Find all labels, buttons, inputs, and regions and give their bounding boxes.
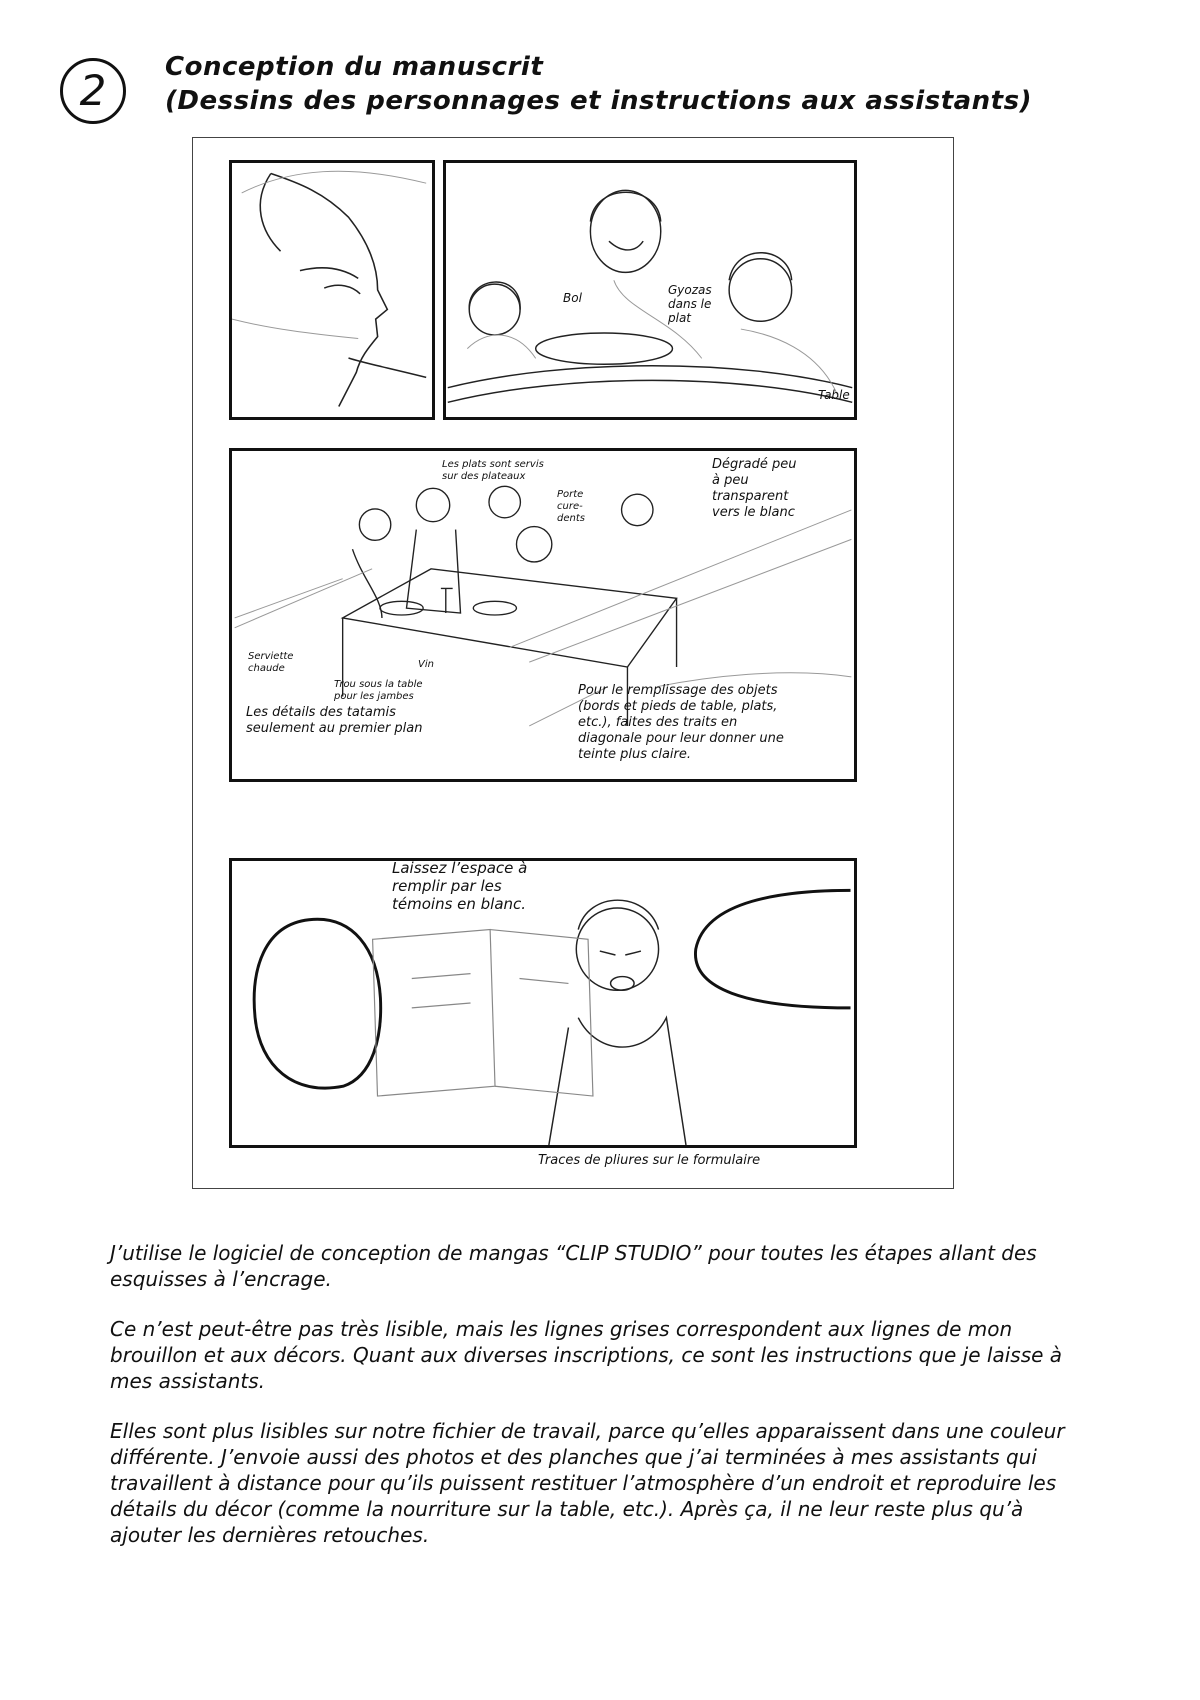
- note-tatamis: Les détails des tatamis seulement au premier plan: [246, 705, 423, 736]
- panel-man-profile: [229, 160, 435, 420]
- panel-restaurant-scene: [229, 448, 857, 782]
- body-paragraph-2: Ce n’est peut-être pas très lisible, mais les lignes grises correspondent aux lignes de mon brouillon et aux décors. Quant aux diverses inscriptions, ce sont les instructions que je laisse à mes assistants.: [110, 1317, 1063, 1393]
- title-line-2: (Dessins des personnages et instructions aux assistants): [165, 86, 1032, 116]
- body-paragraph-1: J’utilise le logiciel de conception de mangas “CLIP STUDIO” pour toutes les étapes allant des esquisses à l’encrage.: [110, 1241, 1037, 1291]
- panel-man-reading-form: [229, 858, 857, 1148]
- note-bol: Bol: [563, 291, 582, 305]
- man-profile-sketch: [232, 163, 432, 417]
- note-gyozas: Gyozas dans le plat: [668, 283, 712, 325]
- note-table: Table: [818, 388, 850, 402]
- note-plats-servis: Les plats sont servis sur des plateaux: [442, 459, 544, 482]
- title-line-1: Conception du manuscrit: [165, 52, 544, 82]
- note-remplissage: Pour le remplissage des objets (bords et pieds de table, plats, etc.), faites des traits en diagonale pour leur donner une teinte plus claire.: [578, 683, 784, 762]
- panel-family-table: [443, 160, 857, 420]
- note-vin: Vin: [418, 659, 434, 670]
- note-espace: Laissez l’espace à remplir par les témoins en blanc.: [392, 859, 528, 913]
- body-text: [110, 1240, 1100, 1572]
- body-paragraph-3: Elles sont plus lisibles sur notre fichier de travail, parce qu’elles apparaissent dans une couleur différente. J’envoie aussi des photos et des planches que j’ai terminées à mes assistants qui travaillent à distance pour qu’ils puissent restituer l’atmosphère d’un endroit et reproduire les détails du décor (comme la nourriture sur la table, etc.). Après ça, il ne leur reste plus qu’à ajouter les dernières retouches.: [110, 1419, 1065, 1547]
- page-title: [165, 50, 1032, 118]
- step-number-circle: 2: [60, 58, 126, 124]
- note-porte-cure-dents: Porte cure-dents: [557, 489, 585, 524]
- family-sketch: [446, 163, 854, 417]
- note-serviette: Serviette chaude: [248, 651, 294, 674]
- note-degrade: Dégradé peu à peu transparent vers le blanc: [712, 457, 797, 520]
- note-trou: Trou sous la table pour les jambes: [334, 679, 423, 702]
- note-pliures: Traces de pliures sur le formulaire: [538, 1153, 761, 1168]
- manuscript-sheet: [192, 137, 954, 1189]
